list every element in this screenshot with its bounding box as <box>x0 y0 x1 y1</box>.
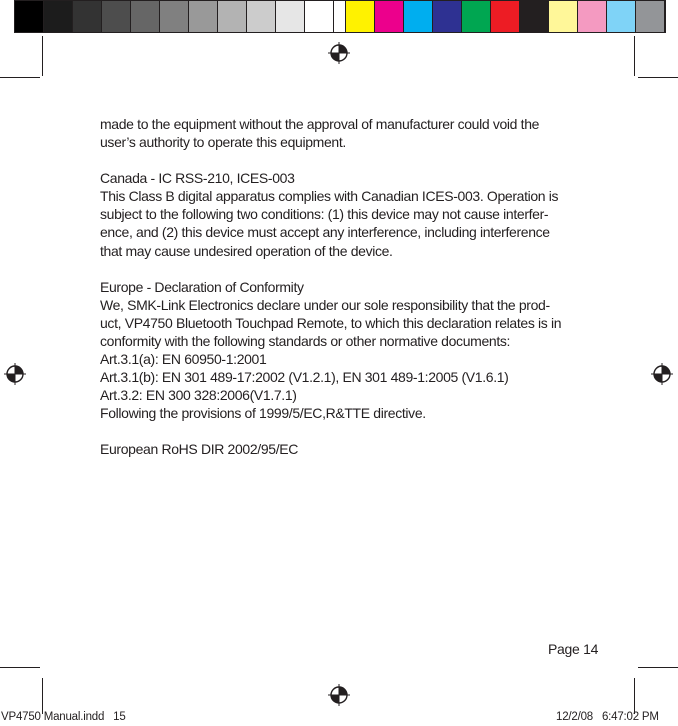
color-swatch <box>520 1 549 32</box>
standard-line: Art.3.1(b): EN 301 489-17:2002 (V1.2.1), EN 301 489-1:2005 (V1.6.1) <box>100 369 509 386</box>
registration-mark-top-icon <box>328 42 350 64</box>
color-swatch <box>346 1 375 32</box>
color-swatch <box>636 1 665 32</box>
color-swatch <box>433 1 462 32</box>
slug-timestamp: 12/2/08 6:47:02 PM <box>556 711 659 723</box>
color-swatch <box>218 1 247 32</box>
text-line: user’s authority to operate this equipment. <box>100 134 346 151</box>
color-swatch <box>131 1 160 32</box>
section-heading-canada: Canada - IC RSS-210, ICES-003 <box>100 170 295 187</box>
color-swatch <box>44 1 73 32</box>
slug-file-info: VP4750 Manual.indd 15 <box>1 711 126 723</box>
text-line: ence, and (2) this device must accept any interference, including interference <box>100 224 550 241</box>
text-line: that may cause undesired operation of the device. <box>100 242 393 259</box>
color-swatch <box>102 1 131 32</box>
color-swatch <box>491 1 520 32</box>
crop-mark-top-left-vertical <box>42 36 43 76</box>
color-swatch <box>404 1 433 32</box>
color-swatch <box>549 1 578 32</box>
color-swatch <box>73 1 102 32</box>
paragraph-rohs <box>100 440 590 458</box>
color-swatch <box>15 1 44 32</box>
document-body <box>100 115 590 477</box>
color-bar-gap <box>334 1 346 32</box>
color-swatch <box>305 1 334 32</box>
paragraph-continuation <box>100 115 590 151</box>
crop-mark-bottom-right-vertical <box>634 678 635 714</box>
paragraph-europe <box>100 278 590 423</box>
text-line: We, SMK-Link Electronics declare under our sole responsibility that the prod- <box>100 296 550 313</box>
registration-mark-left-icon <box>4 363 26 385</box>
section-heading-rohs: European RoHS DIR 2002/95/EC <box>100 441 298 458</box>
crop-mark-top-right-vertical <box>634 36 635 76</box>
color-calibration-bar <box>14 0 666 33</box>
color-swatch <box>160 1 189 32</box>
color-swatch <box>607 1 636 32</box>
text-line: subject to the following two conditions: (1) this device may not cause interfer- <box>100 206 549 223</box>
section-heading-europe: Europe - Declaration of Conformity <box>100 278 304 295</box>
text-line: Following the provisions of 1999/5/EC,R&TTE directive. <box>100 405 426 422</box>
crop-mark-top-right-horizontal <box>638 77 678 78</box>
page-number: Page 14 <box>548 641 599 657</box>
text-line: conformity with the following standards or other normative documents: <box>100 332 511 349</box>
color-swatch <box>462 1 491 32</box>
color-swatch <box>276 1 305 32</box>
crop-mark-bottom-left-horizontal <box>0 667 40 668</box>
crop-mark-top-left-horizontal <box>0 77 40 78</box>
text-line: This Class B digital apparatus complies with Canadian ICES-003. Operation is <box>100 188 559 205</box>
paragraph-canada <box>100 169 590 259</box>
crop-mark-bottom-right-horizontal <box>638 667 678 668</box>
text-line: made to the equipment without the approval of manufacturer could void the <box>100 116 540 132</box>
crop-mark-bottom-left-vertical <box>42 678 43 714</box>
color-swatch <box>375 1 404 32</box>
registration-mark-bottom-icon <box>328 684 350 706</box>
color-swatch <box>578 1 607 32</box>
text-line: uct, VP4750 Bluetooth Touchpad Remote, to which this declaration relates is in <box>100 314 562 331</box>
standard-line: Art.3.1(a): EN 60950-1:2001 <box>100 351 267 368</box>
color-swatch <box>189 1 218 32</box>
standard-line: Art.3.2: EN 300 328:2006(V1.7.1) <box>100 387 297 404</box>
color-swatch <box>247 1 276 32</box>
registration-mark-right-icon <box>651 363 673 385</box>
